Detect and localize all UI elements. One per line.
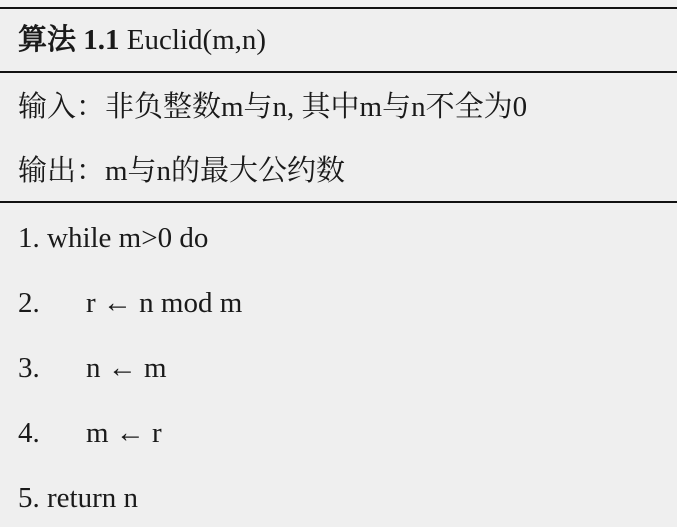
step-3 xyxy=(18,350,167,386)
step-code: while m>0 do xyxy=(47,222,209,254)
algorithm-label: 算法 1.1 xyxy=(18,24,120,56)
body-rule xyxy=(0,201,677,203)
header-rule xyxy=(0,71,677,73)
step-number: 3. xyxy=(18,352,40,384)
step-1 xyxy=(18,220,208,256)
algorithm-name: Euclid(m,n) xyxy=(126,24,267,56)
algorithm-title xyxy=(18,22,266,58)
step-4 xyxy=(18,415,162,451)
algorithm-output: 输出：m与n的最大公约数 xyxy=(18,155,346,187)
step-number: 2. xyxy=(18,287,40,319)
step-number: 1. xyxy=(18,222,40,254)
step-code: r ← n mod m xyxy=(86,287,243,319)
step-number: 5. xyxy=(18,482,40,514)
algorithm-input: 输入：非负整数m与n, 其中m与n不全为0 xyxy=(18,91,528,123)
top-rule xyxy=(0,7,677,9)
step-number: 4. xyxy=(18,417,40,449)
step-2 xyxy=(18,285,242,321)
step-code: n ← m xyxy=(86,352,167,384)
step-code: return n xyxy=(47,482,138,514)
step-5 xyxy=(18,480,138,516)
step-code: m ← r xyxy=(86,417,162,449)
